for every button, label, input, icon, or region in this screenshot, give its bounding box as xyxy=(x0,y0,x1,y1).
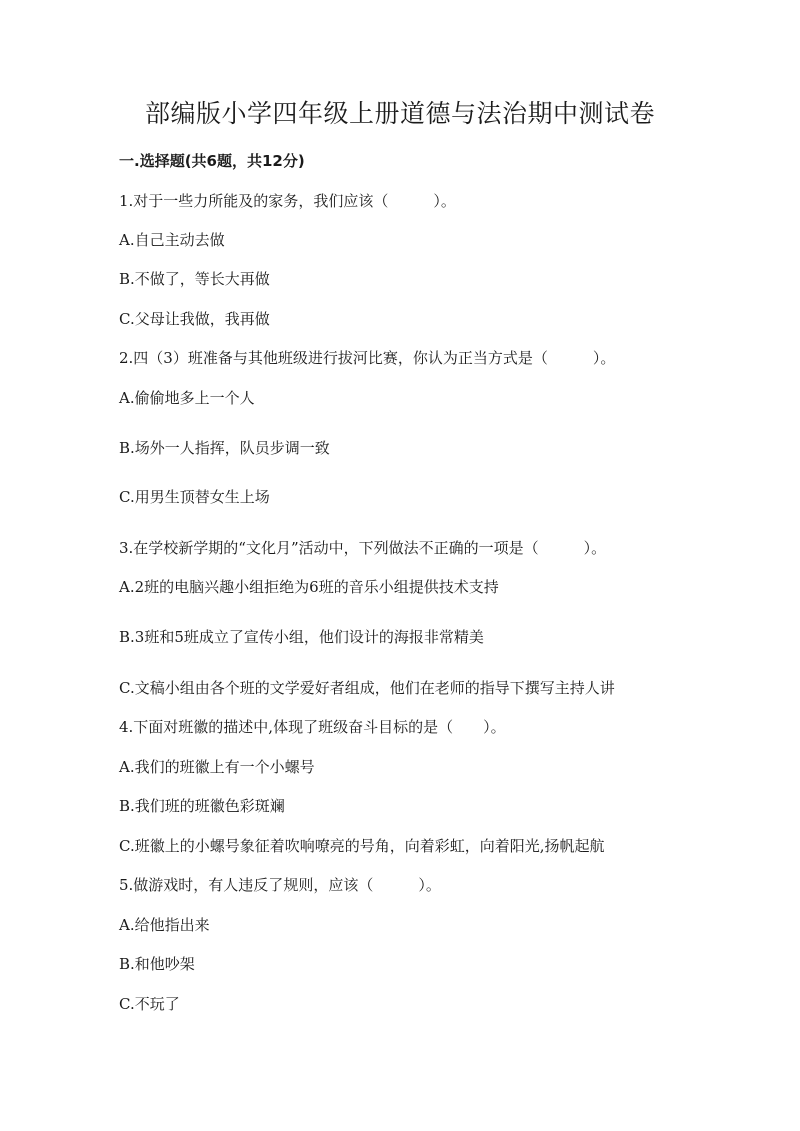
question-option: A.给他指出来 xyxy=(119,916,210,934)
question-option: A.自己主动去做 xyxy=(119,231,225,249)
question-stem: 3.在学校新学期的“文化月”活动中，下列做法不正确的一项是（ ）。 xyxy=(119,539,607,557)
question-option: B.3班和5班成立了宣传小组，他们设计的海报非常精美 xyxy=(119,628,484,646)
question-option: B.和他吵架 xyxy=(119,955,195,973)
question-stem: 4.下面对班徽的描述中,体现了班级奋斗目标的是（ ）。 xyxy=(119,718,506,736)
question-option: A.偷偷地多上一个人 xyxy=(119,389,255,407)
section-heading: 一.选择题(共6题，共12分) xyxy=(119,152,305,170)
question-option: C.班徽上的小螺号象征着吹响嘹亮的号角，向着彩虹，向着阳光,扬帆起航 xyxy=(119,837,605,855)
question-option: B.不做了，等长大再做 xyxy=(119,270,270,288)
question-option: B.我们班的班徽色彩斑斓 xyxy=(119,797,285,815)
question-option: C.用男生顶替女生上场 xyxy=(119,488,270,506)
question-stem: 2.四（3）班准备与其他班级进行拔河比赛，你认为正当方式是（ ）。 xyxy=(119,349,616,367)
question-option: A.我们的班徽上有一个小螺号 xyxy=(119,758,315,776)
question-stem: 1.对于一些力所能及的家务，我们应该（ ）。 xyxy=(119,192,456,210)
question-option: C.文稿小组由各个班的文学爱好者组成，他们在老师的指导下撰写主持人讲 xyxy=(119,679,615,697)
question-option: C.不玩了 xyxy=(119,995,180,1013)
question-option: A.2班的电脑兴趣小组拒绝为6班的音乐小组提供技术支持 xyxy=(119,578,499,596)
question-option: C.父母让我做，我再做 xyxy=(119,310,270,328)
question-stem: 5.做游戏时，有人违反了规则，应该（ ）。 xyxy=(119,876,441,894)
question-option: B.场外一人指挥，队员步调一致 xyxy=(119,439,330,457)
page-title: 部编版小学四年级上册道德与法治期中测试卷 xyxy=(144,99,655,128)
